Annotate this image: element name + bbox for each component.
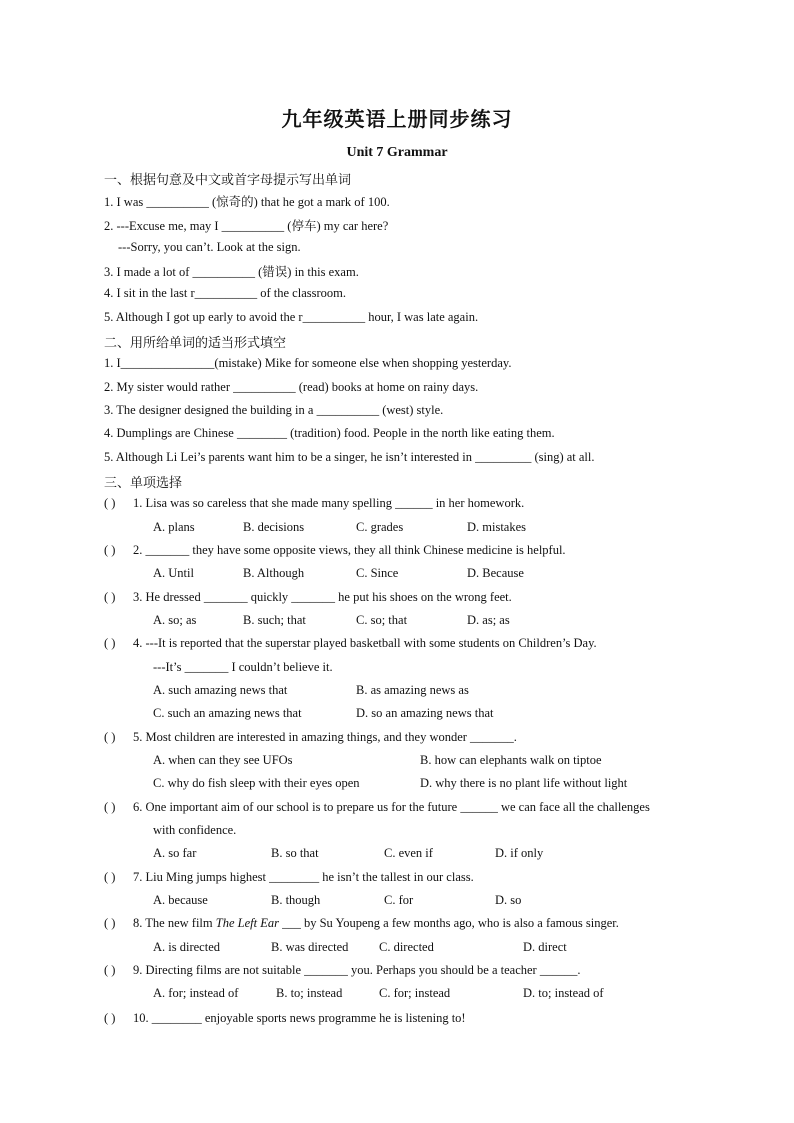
- question-stem: 2. _______ they have some opposite views, they all think Chinese medicine is helpful.: [133, 543, 566, 557]
- answer-blank[interactable]: ( ): [104, 496, 116, 510]
- page-subtitle: Unit 7 Grammar: [346, 145, 448, 160]
- option-c: C. Since: [356, 566, 399, 580]
- question-stem: 10. ________ enjoyable sports news programme he is listening to!: [133, 1011, 466, 1025]
- answer-blank[interactable]: ( ): [104, 916, 116, 930]
- option-c: C. why do fish sleep with their eyes open: [153, 776, 360, 790]
- question-stem: 7. Liu Ming jumps highest ________ he isn’t the tallest in our class.: [133, 870, 474, 884]
- answer-blank[interactable]: ( ): [104, 963, 116, 977]
- answer-blank[interactable]: ( ): [104, 870, 116, 884]
- section-2-item: 2. My sister would rather __________ (read) books at home on rainy days.: [104, 380, 479, 394]
- section-2-heading: 二、用所给单词的适当形式填空: [104, 336, 287, 351]
- option-a: A. such amazing news that: [153, 683, 288, 697]
- option-d: D. Because: [467, 566, 524, 580]
- section-3-heading: 三、单项选择: [104, 476, 183, 491]
- option-b: B. such; that: [243, 613, 306, 627]
- option-b: B. how can elephants walk on tiptoe: [420, 753, 602, 767]
- option-d: D. if only: [495, 846, 544, 860]
- option-d: D. mistakes: [467, 520, 527, 534]
- option-a: A. so; as: [153, 613, 197, 627]
- answer-blank[interactable]: ( ): [104, 636, 116, 650]
- option-a: A. because: [153, 893, 208, 907]
- option-c: C. even if: [384, 846, 433, 860]
- question-stem: 6. One important aim of our school is to prepare us for the future ______ we can face all the challenges: [133, 800, 650, 814]
- option-c: C. directed: [379, 940, 434, 954]
- option-c: C. such an amazing news that: [153, 706, 302, 720]
- option-d: D. so an amazing news that: [356, 706, 494, 720]
- option-c: C. for; instead: [379, 986, 451, 1000]
- option-a: A. when can they see UFOs: [153, 753, 293, 767]
- question-stem: 9. Directing films are not suitable _______ you. Perhaps you should be a teacher ______.: [133, 963, 581, 977]
- answer-blank[interactable]: ( ): [104, 590, 116, 604]
- option-b: B. though: [271, 893, 321, 907]
- option-b: B. decisions: [243, 520, 305, 534]
- option-a: A. for; instead of: [153, 986, 239, 1000]
- option-c: C. grades: [356, 520, 404, 534]
- section-2-item: 3. The designer designed the building in a __________ (west) style.: [104, 403, 444, 417]
- section-1-item: ---Sorry, you can’t. Look at the sign.: [118, 240, 301, 254]
- option-d: D. why there is no plant life without light: [420, 776, 628, 790]
- answer-blank[interactable]: ( ): [104, 800, 116, 814]
- section-1-item: 4. I sit in the last r__________ of the classroom.: [104, 286, 346, 300]
- section-2-item: 1. I_______________(mistake) Mike for someone else when shopping yesterday.: [104, 356, 512, 370]
- option-d: D. to; instead of: [523, 986, 604, 1000]
- question-stem-continued: ---It’s _______ I couldn’t believe it.: [153, 660, 333, 674]
- option-d: D. so: [495, 893, 522, 907]
- option-b: B. as amazing news as: [356, 683, 469, 697]
- option-b: B. Although: [243, 566, 305, 580]
- option-d: D. direct: [523, 940, 567, 954]
- page-title: 九年级英语上册同步练习: [281, 107, 513, 131]
- question-stem-continued: with confidence.: [153, 823, 237, 837]
- film-title: The Left Ear: [215, 916, 279, 930]
- option-c: C. for: [384, 893, 414, 907]
- section-1-item: 5. Although I got up early to avoid the r__________ hour, I was late again.: [104, 310, 479, 324]
- question-stem: 5. Most children are interested in amazing things, and they wonder _______.: [133, 730, 517, 744]
- section-1-heading: 一、根据句意及中文或首字母提示写出单词: [104, 173, 352, 188]
- option-b: B. to; instead: [276, 986, 343, 1000]
- question-stem: 4. ---It is reported that the superstar played basketball with some students on Children’s Day.: [133, 636, 597, 650]
- option-c: C. so; that: [356, 613, 408, 627]
- question-stem: 1. Lisa was so careless that she made many spelling ______ in her homework.: [133, 496, 525, 510]
- question-stem-end: ___ by Su Youpeng a few months ago, who is also a famous singer.: [278, 916, 619, 930]
- answer-blank[interactable]: ( ): [104, 730, 116, 744]
- question-stem: [133, 916, 619, 931]
- section-2-item: 4. Dumplings are Chinese ________ (tradition) food. People in the north like eating them.: [104, 426, 555, 440]
- section-1-item: 3. I made a lot of __________ (错误) in this exam.: [104, 265, 359, 279]
- option-a: A. so far: [153, 846, 197, 860]
- option-b: B. so that: [271, 846, 319, 860]
- option-a: A. Until: [153, 566, 194, 580]
- question-stem-start: 8. The new film: [133, 916, 216, 930]
- option-a: A. plans: [153, 520, 195, 534]
- option-a: A. is directed: [153, 940, 220, 954]
- section-2-item: 5. Although Li Lei’s parents want him to be a singer, he isn’t interested in _________ (sing) at all.: [104, 450, 595, 464]
- answer-blank[interactable]: ( ): [104, 543, 116, 557]
- option-d: D. as; as: [467, 613, 510, 627]
- answer-blank[interactable]: ( ): [104, 1011, 116, 1025]
- option-b: B. was directed: [271, 940, 349, 954]
- section-1-item: 1. I was __________ (惊奇的) that he got a mark of 100.: [104, 195, 390, 209]
- question-stem: 3. He dressed _______ quickly _______ he put his shoes on the wrong feet.: [133, 590, 512, 604]
- section-1-item: 2. ---Excuse me, may I __________ (停车) my car here?: [104, 219, 389, 233]
